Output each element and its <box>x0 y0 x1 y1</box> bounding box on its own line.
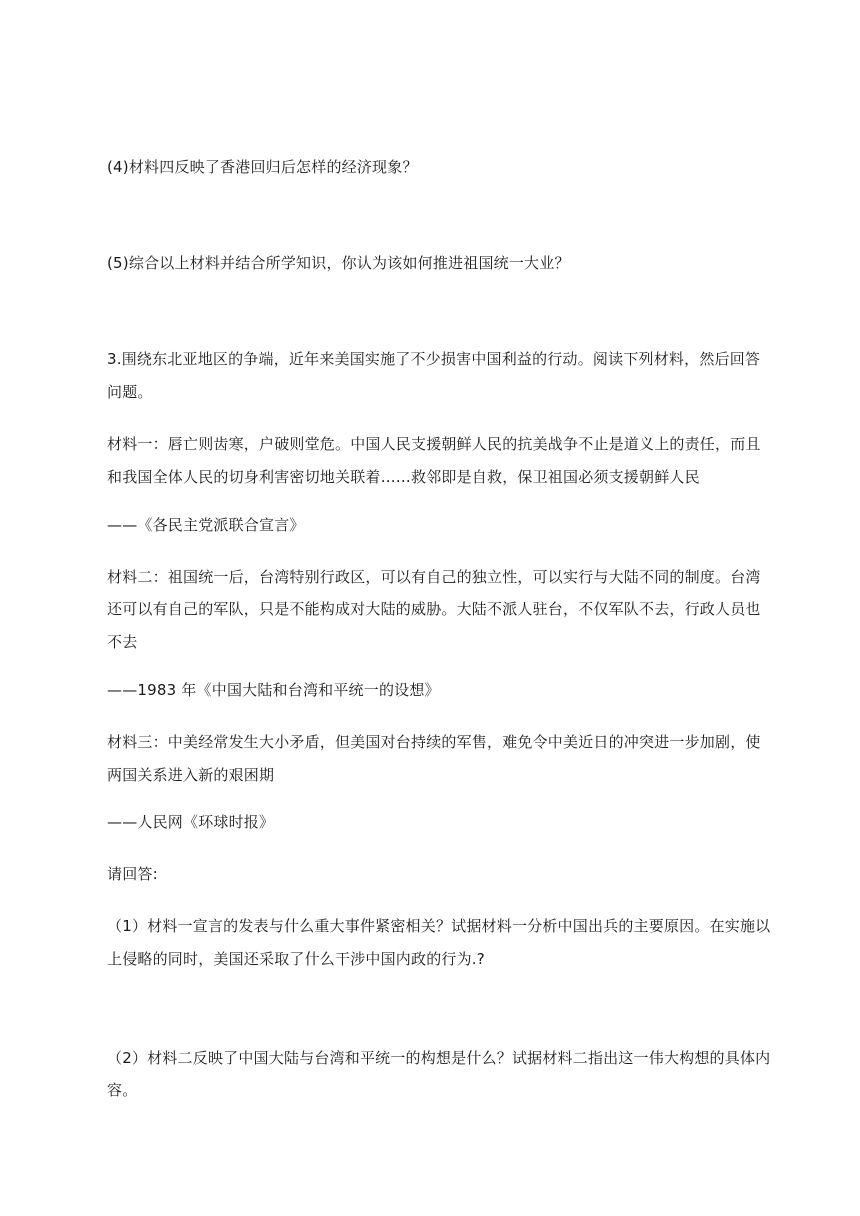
sub-question-2-line-2: 容。 <box>107 1081 138 1099</box>
material-2-line-1: 材料二：祖国统一后，台湾特别行政区，可以有自己的独立性，可以实行与大陆不同的制度。台湾 <box>107 568 761 586</box>
question-3-intro-line-1: 3.围绕东北亚地区的争端，近年来美国实施了不少损害中国利益的行动。阅读下列材料，然后回答 <box>107 350 761 368</box>
material-1-line-1: 材料一：唇亡则齿寒，户破则堂危。中国人民支援朝鲜人民的抗美战争不止是道义上的责任，而且 <box>107 435 761 453</box>
material-3-line-1: 材料三：中美经常发生大小矛盾，但美国对台持续的军售，难免令中美近日的冲突进一步加剧，使 <box>107 733 761 751</box>
sub-question-1-line-2: 上侵略的同时，美国还采取了什么干涉中国内政的行为.? <box>107 950 485 968</box>
material-2-line-2: 还可以有自己的军队，只是不能构成对大陆的威胁。大陆不派人驻台，不仅军队不去，行政人员也 <box>107 600 761 618</box>
question-4: (4)材料四反映了香港回归后怎样的经济现象？ <box>107 158 418 176</box>
question-5: (5)综合以上材料并结合所学知识，你认为该如何推进祖国统一大业？ <box>107 254 570 272</box>
question-3-intro-line-2: 问题。 <box>107 383 153 401</box>
sub-question-2-line-1: （2）材料二反映了中国大陆与台湾和平统一的构想是什么？试据材料二指出这一伟大构想的具体内 <box>107 1049 771 1067</box>
material-2-source: ——1983 年《中国大陆和台湾和平统一的设想》 <box>107 681 440 699</box>
material-1-line-2: 和我国全体人民的切身利害密切地关联着……救邻即是自救，保卫祖国必须支援朝鲜人民 <box>107 468 700 486</box>
sub-question-1-line-1: （1）材料一宣言的发表与什么重大事件紧密相关？试据材料一分析中国出兵的主要原因。在实施以 <box>107 917 771 935</box>
answer-prompt: 请回答: <box>107 865 158 883</box>
material-2-line-3: 不去 <box>107 633 138 651</box>
material-3-line-2: 两国关系进入新的艰困期 <box>107 766 275 784</box>
material-3-source: ——人民网《环球时报》 <box>107 813 275 831</box>
material-1-source: ——《各民主党派联合宣言》 <box>107 516 305 534</box>
